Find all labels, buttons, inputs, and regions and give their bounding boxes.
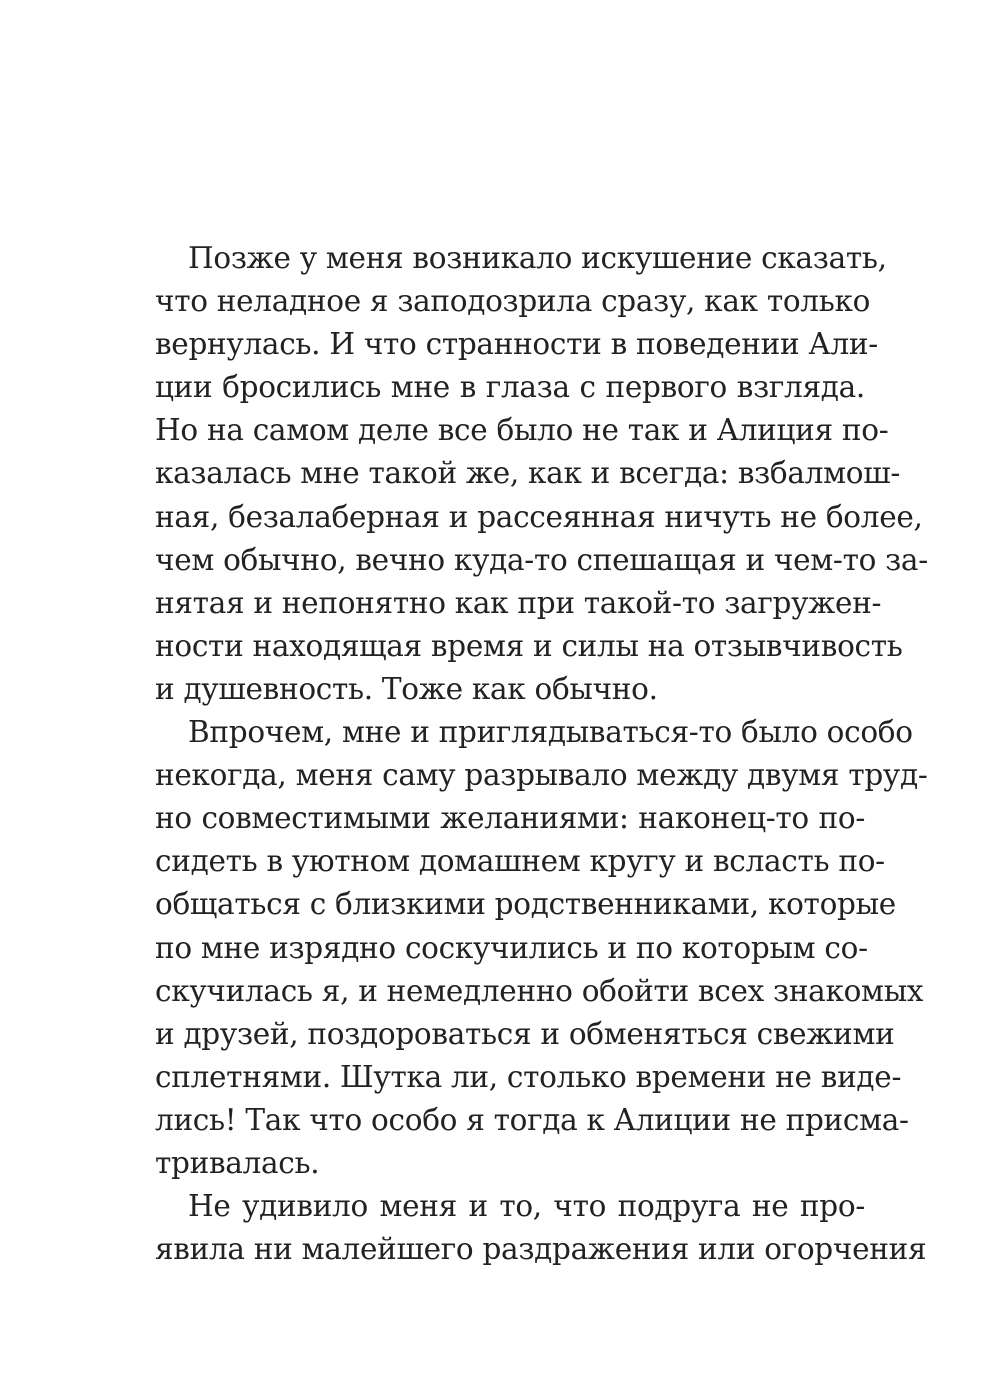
text-line: нятая и непонятно как при такой-то загружен- [155, 585, 882, 620]
text-line: общаться с близкими родственниками, которые [155, 887, 896, 922]
text-line: и друзей, поздороваться и обменяться свежими [155, 1016, 895, 1051]
text-line: Позже у меня возникало искушение сказать, [188, 241, 887, 275]
text-line: Не удивило меня и то, что подруга не про- [188, 1189, 865, 1224]
text-line: тривалась. [155, 1145, 320, 1180]
text-line: скучилась я, и немедленно обойти всех знакомых [155, 973, 924, 1008]
page-body-text [155, 237, 928, 1271]
paragraph-3 [155, 1185, 927, 1271]
text-line: сидеть в уютном домашнем кругу и всласть по- [155, 844, 885, 879]
text-line: некогда, меня саму разрывало между двумя труд- [155, 758, 928, 793]
text-line: сплетнями. Шутка ли, столько времени не виде- [155, 1059, 902, 1094]
text-line: явила ни малейшего раздражения или огорчения [155, 1232, 927, 1267]
text-line: ная, безалаберная и рассеянная ничуть не более, [155, 499, 923, 534]
text-line: но совместимыми желаниями: наконец-то по- [155, 801, 865, 836]
text-line: казалась мне такой же, как и всегда: взбалмош- [155, 456, 901, 491]
text-line: вернулась. И что странности в поведении Али- [155, 327, 878, 362]
text-line: Но на самом деле все было не так и Алиция по- [155, 413, 889, 448]
text-line: Впрочем, мне и приглядываться-то было особо [188, 715, 913, 750]
text-line: что неладное я заподозрила сразу, как только [155, 284, 871, 319]
text-line: по мне изрядно соскучились и по которым со- [155, 930, 868, 965]
text-line: ции бросились мне в глаза с первого взгляда. [155, 370, 865, 405]
text-line: чем обычно, вечно куда-то спешащая и чем-то за- [155, 542, 928, 577]
text-line: и душевность. Тоже как обычно. [155, 671, 658, 706]
text-line: лись! Так что особо я тогда к Алиции не присма- [155, 1102, 909, 1137]
paragraph-2 [155, 711, 928, 1185]
text-line: ности находящая время и силы на отзывчивость [155, 628, 903, 663]
paragraph-1 [155, 237, 928, 711]
